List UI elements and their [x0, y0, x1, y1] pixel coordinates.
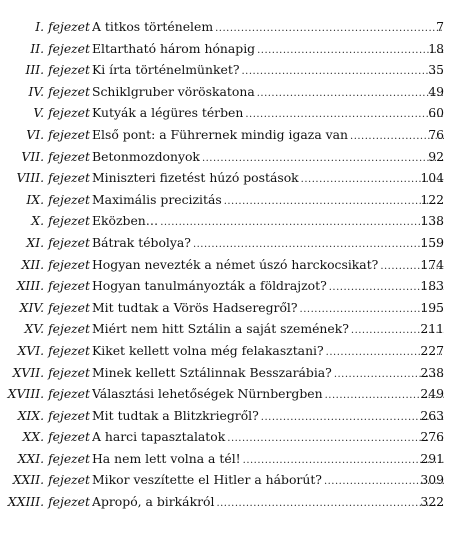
- page-number: 122: [420, 191, 444, 207]
- chapter-word: fejezet: [48, 19, 90, 34]
- title-with-leader: [92, 38, 444, 62]
- chapter-word: fejezet: [48, 126, 90, 142]
- chapter-label: [16, 167, 90, 189]
- page-number: 49: [428, 83, 444, 99]
- chapter-title: Mit tudtak a Vörös Hadseregről?: [92, 299, 298, 315]
- dot-leader: [216, 493, 444, 515]
- toc-entry-2: [0, 38, 469, 60]
- dot-leader: [257, 83, 444, 105]
- chapter-label: [31, 210, 90, 232]
- page-number: 159: [420, 234, 444, 250]
- dot-leader: [241, 61, 444, 83]
- title-with-leader: [92, 362, 444, 386]
- chapter-label: [22, 254, 91, 276]
- chapter-label: [18, 405, 90, 427]
- chapter-word: fejezet: [48, 234, 90, 250]
- toc-entry-1: [0, 16, 469, 38]
- title-with-leader: [92, 81, 444, 105]
- toc-entry-20: [0, 426, 469, 448]
- chapter-number: XVI.: [17, 342, 45, 358]
- page-number: 76: [428, 126, 444, 142]
- chapter-number: II.: [30, 40, 45, 56]
- toc-entry-23: [0, 491, 469, 513]
- title-with-leader: [92, 124, 444, 148]
- chapter-word: fejezet: [48, 213, 90, 229]
- toc-entry-18: [0, 383, 469, 405]
- page-number: 249: [420, 386, 444, 402]
- title-with-leader: [92, 405, 444, 429]
- page-number: 174: [420, 256, 444, 272]
- title-with-leader: [92, 340, 444, 364]
- toc-entry-10: [0, 210, 469, 232]
- page-number: 263: [420, 407, 444, 423]
- chapter-number: XVIII.: [7, 386, 45, 402]
- chapter-title: Ha nem lett volna a tél!: [92, 450, 241, 466]
- chapter-word: fejezet: [48, 148, 90, 164]
- title-with-leader: [92, 448, 444, 472]
- chapter-word: fejezet: [48, 62, 90, 78]
- chapter-number: XXI.: [17, 450, 45, 466]
- title-with-leader: [92, 491, 444, 515]
- chapter-title: Kiket kellett volna még felakasztani?: [92, 342, 324, 358]
- chapter-number: XX.: [22, 429, 45, 445]
- chapter-label: [18, 448, 90, 470]
- title-with-leader: [92, 16, 444, 40]
- chapter-number: XI.: [26, 234, 45, 250]
- page-number: 18: [428, 40, 444, 56]
- chapter-title: Kutyák a légüres térben: [92, 105, 244, 121]
- chapter-label: [20, 297, 90, 319]
- title-with-leader: [92, 210, 444, 234]
- toc-entry-12: [0, 254, 469, 276]
- chapter-word: fejezet: [48, 256, 90, 272]
- chapter-number: XII.: [21, 256, 45, 272]
- chapter-word: fejezet: [48, 299, 90, 315]
- chapter-word: fejezet: [48, 364, 90, 380]
- chapter-title: Első pont: a Führernek mindig igaza van: [92, 126, 349, 142]
- page-number: 227: [420, 342, 444, 358]
- chapter-word: fejezet: [48, 386, 90, 402]
- chapter-number: XV.: [24, 321, 45, 337]
- title-with-leader: [92, 426, 444, 450]
- chapter-number: XIV.: [19, 299, 45, 315]
- toc-entry-6: [0, 124, 469, 146]
- chapter-title: Apropó, a birkákról: [92, 494, 215, 510]
- chapter-label: [21, 146, 90, 168]
- table-of-contents: [0, 16, 469, 513]
- chapter-title: A harci tapasztalatok: [92, 429, 226, 445]
- title-with-leader: [92, 59, 444, 83]
- chapter-title: Eltartható három hónapig: [92, 40, 256, 56]
- chapter-number: VII.: [21, 148, 45, 164]
- page-number: 309: [420, 472, 444, 488]
- toc-entry-7: [0, 146, 469, 168]
- chapter-title: Mikor veszítette el Hitler a háborút?: [92, 472, 322, 488]
- dot-leader: [257, 40, 444, 62]
- toc-entry-17: [0, 362, 469, 384]
- chapter-word: fejezet: [48, 472, 90, 488]
- dot-leader: [224, 191, 444, 213]
- toc-entry-19: [0, 405, 469, 427]
- chapter-word: fejezet: [48, 429, 90, 445]
- chapter-number: IV.: [28, 83, 45, 99]
- toc-entry-21: [0, 448, 469, 470]
- chapter-number: V.: [33, 105, 45, 121]
- chapter-number: XIII.: [16, 278, 45, 294]
- chapter-label: [30, 38, 90, 60]
- chapter-title: Schiklgruber vöröskatona: [92, 83, 255, 99]
- dot-leader: [245, 104, 444, 126]
- chapter-number: VIII.: [16, 170, 45, 186]
- title-with-leader: [92, 318, 444, 342]
- chapter-label: [25, 59, 90, 81]
- chapter-label: [17, 275, 90, 297]
- title-with-leader: [92, 297, 444, 321]
- chapter-number: VI.: [26, 126, 45, 142]
- page-number: 60: [428, 105, 444, 121]
- page-number: 238: [420, 364, 444, 380]
- toc-entry-11: [0, 232, 469, 254]
- chapter-label: [22, 426, 90, 448]
- chapter-title: Miért nem hitt Sztálin a saját szemének?: [92, 321, 349, 337]
- chapter-word: fejezet: [48, 321, 90, 337]
- chapter-number: I.: [35, 19, 45, 34]
- chapter-number: X.: [31, 213, 45, 229]
- title-with-leader: [92, 102, 444, 126]
- chapter-word: fejezet: [48, 278, 90, 294]
- chapter-number: III.: [25, 62, 45, 78]
- page-number: 104: [420, 170, 444, 186]
- chapter-label: [26, 124, 90, 146]
- chapter-label: [28, 81, 90, 103]
- page-number: 7: [436, 19, 444, 34]
- page-number: 276: [420, 429, 444, 445]
- toc-entry-4: [0, 81, 469, 103]
- page-number: 35: [428, 62, 444, 78]
- chapter-title: Mit tudtak a Blitzkriegről?: [92, 407, 259, 423]
- page-number: 211: [420, 321, 444, 337]
- toc-entry-9: [0, 189, 469, 211]
- dot-leader: [243, 450, 444, 472]
- title-with-leader: [92, 189, 444, 213]
- title-with-leader: [92, 469, 444, 493]
- chapter-word: fejezet: [48, 83, 90, 99]
- chapter-label: [8, 491, 90, 513]
- toc-entry-22: [0, 469, 469, 491]
- chapter-title: Hogyan nevezték a német úszó harckocsikat?: [92, 256, 379, 272]
- chapter-label: [26, 232, 90, 254]
- chapter-label: [25, 318, 90, 340]
- dot-leader: [202, 148, 444, 170]
- chapter-title: Minek kellett Sztálinnak Besszarábia?: [92, 364, 332, 380]
- chapter-word: fejezet: [48, 450, 90, 466]
- chapter-title: Bátrak tébolya?: [92, 234, 191, 250]
- chapter-number: XIX.: [17, 407, 45, 423]
- page-number: 291: [420, 450, 444, 466]
- dot-leader: [215, 18, 444, 40]
- title-with-leader: [92, 146, 444, 170]
- dot-leader: [261, 407, 444, 429]
- toc-entry-5: [0, 102, 469, 124]
- chapter-label: [26, 189, 90, 211]
- page-number: 92: [428, 148, 444, 164]
- chapter-label: [17, 340, 90, 362]
- page-number: 183: [420, 278, 444, 294]
- chapter-title: Választási lehetőségek Nürnbergben: [92, 386, 323, 402]
- dot-leader: [193, 234, 444, 256]
- chapter-number: XXII.: [12, 472, 45, 488]
- title-with-leader: [92, 232, 444, 256]
- title-with-leader: [92, 167, 444, 191]
- chapter-word: fejezet: [48, 191, 90, 207]
- chapter-word: fejezet: [48, 342, 90, 358]
- dot-leader: [160, 212, 444, 234]
- chapter-word: fejezet: [48, 105, 90, 121]
- toc-entry-13: [0, 275, 469, 297]
- chapter-word: fejezet: [48, 170, 90, 186]
- chapter-title: Eközben…: [92, 213, 159, 229]
- chapter-title: Maximális precizitás: [92, 191, 222, 207]
- toc-entry-16: [0, 340, 469, 362]
- title-with-leader: [92, 383, 444, 407]
- toc-entry-3: [0, 59, 469, 81]
- chapter-title: Betonmozdonyok: [92, 148, 200, 164]
- chapter-title: A titkos történelem: [92, 19, 214, 34]
- chapter-word: fejezet: [48, 40, 90, 56]
- page-number: 195: [420, 299, 444, 315]
- chapter-number: XXIII.: [7, 494, 45, 510]
- toc-entry-14: [0, 297, 469, 319]
- title-with-leader: [92, 254, 444, 278]
- chapter-label: [13, 362, 90, 384]
- chapter-title: Hogyan tanulmányozták a földrajzot?: [92, 278, 327, 294]
- dot-leader: [227, 428, 444, 450]
- chapter-word: fejezet: [48, 494, 90, 510]
- toc-entry-15: [0, 318, 469, 340]
- chapter-number: IX.: [26, 191, 45, 207]
- chapter-label: [8, 383, 90, 405]
- chapter-word: fejezet: [48, 407, 90, 423]
- chapter-label: [33, 102, 90, 124]
- chapter-title: Miniszteri fizetést húzó postások: [92, 170, 299, 186]
- chapter-title: Ki írta történelmünket?: [92, 62, 240, 78]
- page-number: 138: [420, 213, 444, 229]
- chapter-label: [13, 469, 90, 491]
- toc-entry-8: [0, 167, 469, 189]
- chapter-number: XVII.: [12, 364, 45, 380]
- title-with-leader: [92, 275, 444, 299]
- chapter-label: [35, 16, 90, 38]
- page-number: 322: [420, 494, 444, 510]
